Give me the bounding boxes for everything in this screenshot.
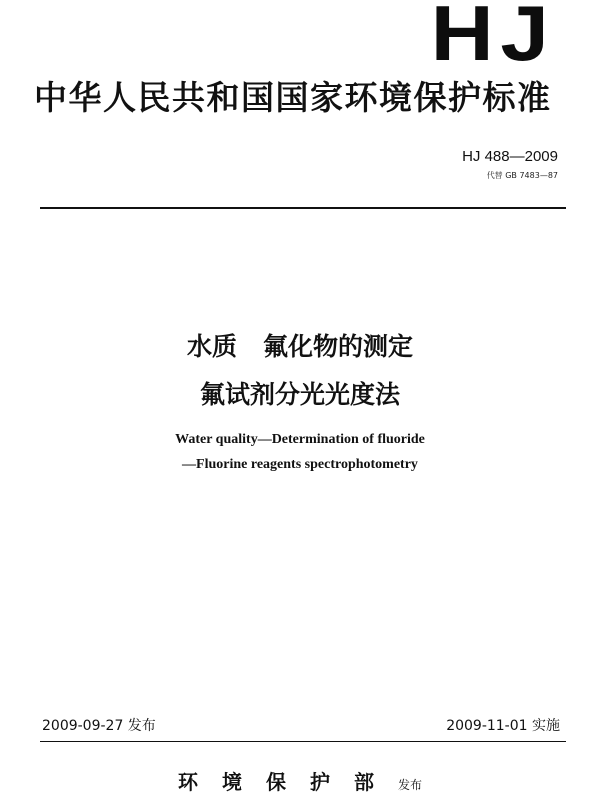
issuer-suffix: 发布 [397, 778, 422, 792]
implementation-date: 2009-11-01 实施 [446, 718, 560, 734]
standard-number: HJ 488—2009 [462, 148, 558, 165]
replaces-standard: 代替 GB 7483—87 [486, 171, 558, 180]
issuer-name: 环境保护部 [177, 770, 398, 794]
title-zh-line1: 水质 氟化物的测定 [186, 332, 414, 361]
top-divider [40, 207, 566, 209]
national-standard-banner: 中华人民共和国国家环境保护标准 [34, 78, 552, 117]
bottom-divider [40, 741, 566, 742]
title-en-line2: —Fluorine reagents spectrophotometry [182, 457, 418, 472]
issuer-line [0, 766, 600, 795]
title-zh-line2: 氟试剂分光光度法 [199, 380, 400, 409]
issue-date: 2009-09-27 发布 [42, 718, 156, 734]
hj-logo: HJ [430, 0, 556, 77]
title-en-line1: Water quality—Determination of fluoride [175, 432, 425, 447]
